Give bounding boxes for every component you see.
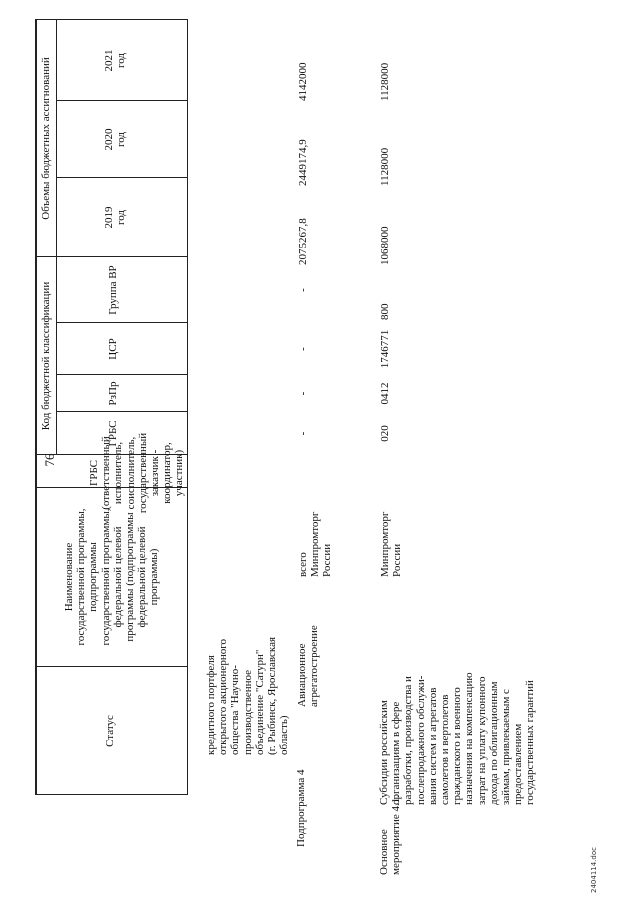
page-number: 76 bbox=[42, 453, 57, 467]
header-group-divider bbox=[56, 19, 57, 455]
row-subprogram-code-rzpr: - bbox=[297, 391, 309, 396]
col-border-5 bbox=[56, 411, 188, 412]
row-subprogram-name: Авиационное агрегатостроение bbox=[296, 625, 321, 707]
row-subprogram-2021: 4142000 bbox=[297, 62, 309, 101]
header-code-grbs: ГРБС bbox=[107, 420, 119, 447]
row-activity-code-rzpr: 0412 bbox=[379, 382, 391, 405]
col-border-7 bbox=[56, 322, 188, 323]
row-activity-code-csr: 1746771 bbox=[379, 329, 391, 369]
header-grbs bbox=[88, 423, 186, 523]
row-activity-2021: 1128000 bbox=[379, 62, 391, 101]
row-activity-code-grbs: 020 bbox=[379, 425, 391, 442]
row-activity-name: Субсидии российским организациям в сфере разработки, производства и послепродажного обслужи- вания систем и агрегатов самолетов и вертолетов гражданского и военного назначения на компенсацию затрат на уплату купонного дохода по облигационным займам, привлекаемым с предоставлением государственных гарантий bbox=[378, 672, 537, 805]
header-grbs-text: ГРБС (ответственный исполнитель, соисполнитель, государственный заказчик - координатор, участник) bbox=[88, 432, 186, 514]
row-subprogram-code-vr: - bbox=[297, 288, 309, 292]
row-subprogram-2020: 2449174,9 bbox=[297, 139, 309, 186]
header-code-csr: ЦСР bbox=[107, 338, 119, 360]
col-border-6 bbox=[56, 374, 188, 375]
row-activity-code-vr: 800 bbox=[379, 303, 391, 320]
row-activity-2020: 1128000 bbox=[379, 147, 391, 186]
footer-file-code: 2404114.doc bbox=[590, 847, 598, 893]
header-year-2019: 2019 год bbox=[103, 206, 128, 229]
row-subprogram-code-grbs: - bbox=[297, 431, 309, 436]
row-activity-2019: 1068000 bbox=[379, 226, 391, 265]
header-year-2020: 2020 год bbox=[103, 128, 128, 151]
header-budget-code: Код бюджетной классификации bbox=[40, 281, 52, 431]
header-volumes: Объемы бюджетных ассигнований bbox=[40, 57, 52, 220]
header-name: Наименование государственной программы, подпрограммы государственной программы, федеральной целевой программы (подпрограммы федеральной целевой программы) bbox=[63, 508, 161, 646]
header-year-2021: 2021 год bbox=[103, 49, 128, 72]
table-top-border bbox=[35, 20, 37, 795]
row-subprogram-grbs: всего Минпромторг России bbox=[297, 511, 334, 577]
row-activity-status: Основное мероприятие 4.1. bbox=[378, 794, 403, 875]
header-status: Статус bbox=[104, 715, 116, 747]
row-subprogram-status: Подпрограмма 4 bbox=[295, 769, 307, 847]
row-subprogram-code-csr: - bbox=[297, 347, 309, 351]
header-code-rzpr: РзПр bbox=[107, 381, 119, 406]
table-header-bottom-border bbox=[187, 20, 188, 795]
row-continuation-name: кредитного портфеля открытого акционерного общества "Научно- производственное объединение "Сатурн" (г. Рыбинск, Ярославская область) bbox=[205, 636, 291, 755]
header-code-vr: Группа ВР bbox=[107, 265, 119, 315]
row-subprogram-2019: 2075267,8 bbox=[297, 218, 309, 265]
row-activity-grbs: Минпромторг России bbox=[379, 511, 404, 577]
